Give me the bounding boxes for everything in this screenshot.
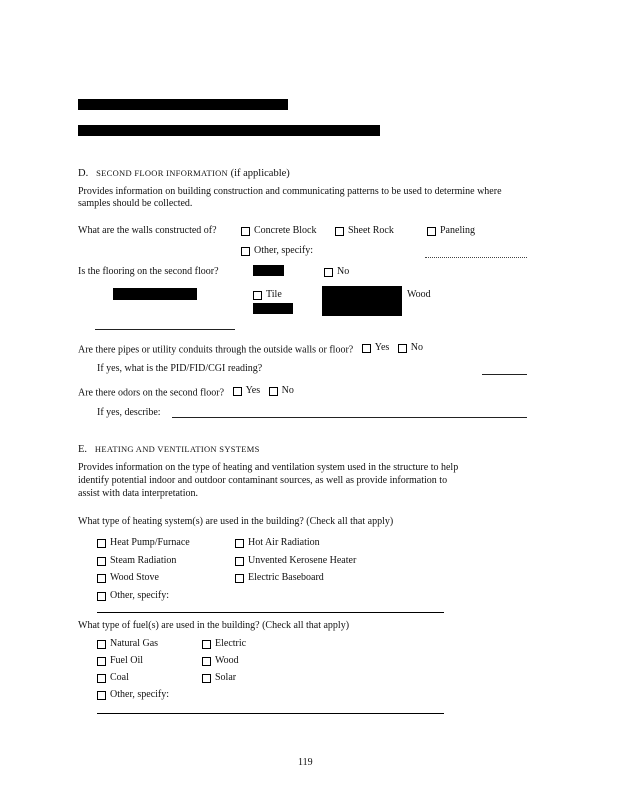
heating-question: What type of heating system(s) are used in the building? (Check all that apply) xyxy=(78,516,394,527)
pipes-question: Are there pipes or utility conduits through the outside walls or floor? Yes No xyxy=(78,342,424,356)
checkbox[interactable] xyxy=(235,557,244,566)
section-d-heading: D. SECOND FLOOR INFORMATION (if applicable) xyxy=(78,168,290,179)
checkbox[interactable] xyxy=(97,640,106,649)
heating-option-kerosene[interactable]: Unvented Kerosene Heater xyxy=(235,555,356,567)
heating-option-other[interactable]: Other, specify: xyxy=(97,590,169,602)
checkbox[interactable] xyxy=(202,640,211,649)
heating-option-hot-air[interactable]: Hot Air Radiation xyxy=(235,537,320,549)
fuel-option-fuel-oil[interactable]: Fuel Oil xyxy=(97,655,143,667)
odors-no[interactable]: No xyxy=(269,385,294,397)
section-e-intro-line1: Provides information on the type of heating and ventilation system used in the structure to help xyxy=(78,462,459,473)
heating-other-line[interactable] xyxy=(97,612,444,613)
pipes-reading-line[interactable] xyxy=(482,374,527,375)
walls-question: What are the walls constructed of? xyxy=(78,225,217,236)
checkbox[interactable] xyxy=(427,227,436,236)
checkbox[interactable] xyxy=(253,291,262,300)
section-d-intro-line2: samples should be collected. xyxy=(78,198,193,209)
checkbox[interactable] xyxy=(97,592,106,601)
checkbox[interactable] xyxy=(235,539,244,548)
fuel-option-electric[interactable]: Electric xyxy=(202,638,246,650)
section-e-intro-line2: identify potential indoor and outdoor contaminant sources, as well as provide information to xyxy=(78,475,448,486)
fuel-option-solar[interactable]: Solar xyxy=(202,672,236,684)
fuel-option-wood[interactable]: Wood xyxy=(202,655,239,667)
walls-option-paneling[interactable]: Paneling xyxy=(427,225,475,237)
checkbox[interactable] xyxy=(97,557,106,566)
fuel-question: What type of fuel(s) are used in the building? (Check all that apply) xyxy=(78,620,350,631)
walls-other-line[interactable] xyxy=(425,257,527,258)
page-number: 119 xyxy=(298,757,313,768)
flooring-option-tile[interactable]: Tile xyxy=(253,289,282,301)
pipes-yes[interactable]: Yes xyxy=(362,342,390,354)
checkbox[interactable] xyxy=(202,674,211,683)
walls-option-concrete-block[interactable]: Concrete Block xyxy=(241,225,316,237)
checkbox[interactable] xyxy=(97,539,106,548)
fuel-option-coal[interactable]: Coal xyxy=(97,672,129,684)
checkbox[interactable] xyxy=(398,344,407,353)
fuel-option-other[interactable]: Other, specify: xyxy=(97,689,169,701)
fuel-option-natural-gas[interactable]: Natural Gas xyxy=(97,638,158,650)
fuel-other-line[interactable] xyxy=(97,713,444,714)
redaction-bar-3 xyxy=(253,265,284,276)
redaction-bar-1 xyxy=(78,99,288,110)
checkbox[interactable] xyxy=(335,227,344,236)
heating-option-heat-pump[interactable]: Heat Pump/Furnace xyxy=(97,537,190,549)
checkbox[interactable] xyxy=(233,387,242,396)
redaction-bar-4 xyxy=(113,288,197,300)
pipes-followup: If yes, what is the PID/FID/CGI reading? xyxy=(97,363,263,374)
flooring-other-line[interactable] xyxy=(95,329,235,330)
section-d-intro-line1: Provides information on building construction and communicating patterns to be used to determine where xyxy=(78,186,502,197)
redaction-bar-6 xyxy=(253,303,293,314)
heating-option-steam[interactable]: Steam Radiation xyxy=(97,555,176,567)
section-e-intro-line3: assist with data interpretation. xyxy=(78,488,198,499)
flooring-option-no[interactable]: No xyxy=(324,266,349,278)
checkbox[interactable] xyxy=(235,574,244,583)
checkbox[interactable] xyxy=(202,657,211,666)
odors-describe-line[interactable] xyxy=(172,417,527,418)
odors-followup: If yes, describe: xyxy=(97,407,161,418)
checkbox[interactable] xyxy=(97,574,106,583)
checkbox[interactable] xyxy=(362,344,371,353)
redaction-bar-5 xyxy=(322,286,402,316)
flooring-option-wood: Wood xyxy=(407,289,431,300)
checkbox[interactable] xyxy=(97,674,106,683)
pipes-no[interactable]: No xyxy=(398,342,423,354)
checkbox[interactable] xyxy=(241,247,250,256)
heating-option-electric-baseboard[interactable]: Electric Baseboard xyxy=(235,572,324,584)
checkbox[interactable] xyxy=(241,227,250,236)
checkbox[interactable] xyxy=(97,691,106,700)
odors-question: Are there odors on the second floor? Yes No xyxy=(78,385,294,399)
redaction-bar-2 xyxy=(78,125,380,136)
odors-yes[interactable]: Yes xyxy=(233,385,261,397)
checkbox[interactable] xyxy=(97,657,106,666)
checkbox[interactable] xyxy=(269,387,278,396)
flooring-question: Is the flooring on the second floor? xyxy=(78,266,219,277)
section-e-heading: E. HEATING AND VENTILATION SYSTEMS xyxy=(78,444,260,455)
walls-option-other[interactable]: Other, specify: xyxy=(241,245,313,257)
heating-option-wood-stove[interactable]: Wood Stove xyxy=(97,572,159,584)
walls-option-sheet-rock[interactable]: Sheet Rock xyxy=(335,225,394,237)
checkbox[interactable] xyxy=(324,268,333,277)
